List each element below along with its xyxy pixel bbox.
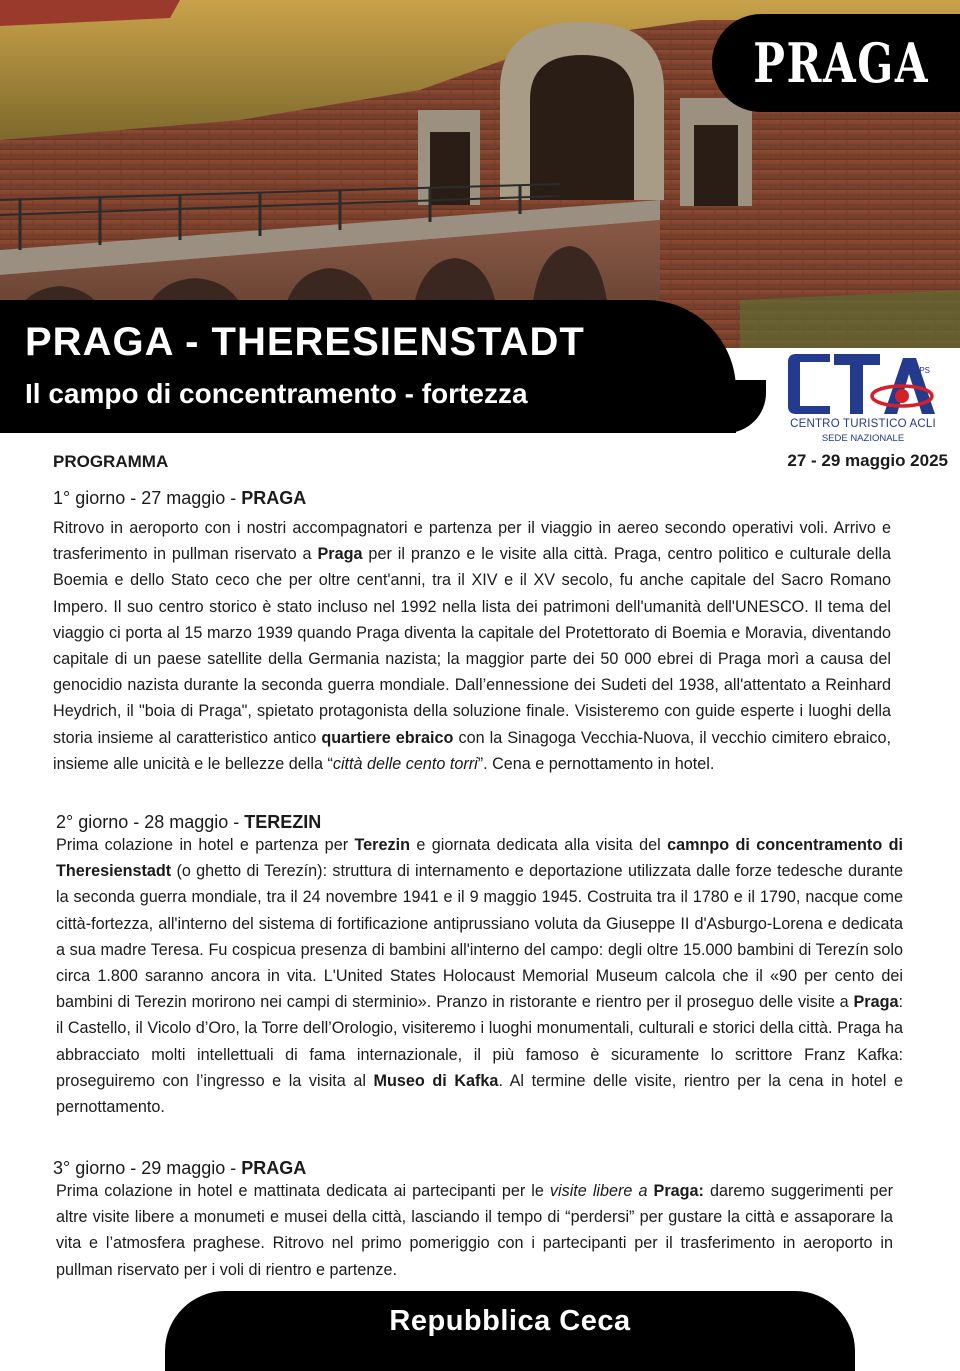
footer-banner xyxy=(165,1291,855,1371)
cta-logo-mark xyxy=(782,352,947,418)
logo-seat: SEDE NAZIONALE xyxy=(821,433,905,444)
program-label: PROGRAMMA xyxy=(53,452,169,471)
day-2-description: Prima colazione in hotel e partenza per Terezin e giornata dedicata alla visita del camnpo di concentramento di Theresienstadt (o ghetto di Terezín): struttura di internamento e deportazione utilizzata dalle forze tedesche durante la seconda guerra mondiale, tra il 24 novembre 1941 e il 9 maggio 1945. Costruita tra il 1780 e il 1790, nacque come città-fortezza, all'interno del sistema di fortificazione antiprussiano voluta da Giuseppe II d'Asburgo-Lorena e dedicata a sua madre Teresa. Fu cospicua presenza di bambini all'interno del campo: degli oltre 15.000 bambini di Terezín solo circa 1.800 saranno ancora in vita. L'United States Holocaust Memorial Museum calcola che il «90 per cento dei bambini di Terezin morirono nei campi di sterminio». Pranzo in ristorante e rientro per il proseguo delle visite a Praga: il Castello, il Vicolo d’Oro, la Torre dell’Orologio, visiteremo i luoghi monumentali, culturali e storici della città. Praga ha abbracciato molti intellettuali di fama internazionale, il più famoso è sicuramente lo scrittore Franz Kafka: proseguiremo con l’ingresso e la visita al Museo di Kafka. Al termine delle visite, rientro per la cena in hotel e pernottamento. xyxy=(56,836,903,1117)
day-1-title: 1° giorno - 27 maggio - PRAGA xyxy=(53,488,307,508)
day-3-title: 3° giorno - 29 maggio - PRAGA xyxy=(53,1158,307,1178)
page-title: PRAGA - THERESIENSTADT xyxy=(25,320,585,364)
city-tag xyxy=(712,14,960,112)
day-1-description: Ritrovo in aeroporto con i nostri accompagnatori e partenza per il viaggio in aereo secondo operativi voli. Arrivo e trasferimento in pullman riservato a Praga per il pranzo e le visite alla città. Praga, centro politico e culturale della Boemia e dello Stato ceco che per oltre cent'anni, tra il XIV e il XV secolo, fu anche capitale del Sacro Romano Impero. Il suo centro storico è stato incluso nel 1992 nella lista dei patrimoni dell'umanità dell'UNESCO. Il tema del viaggio ci porta al 15 marzo 1939 quando Praga diventa la capitale del Protettorato di Boemia e Moravia, diventando capitale di un paese satellite della Germania nazista; la maggior parte dei 50 000 ebrei di Praga morì a causa del genocidio nazista durante la seconda guerra mondiale. Dall’ennessione dei Sudeti del 1938, all'attentato a Reinhard Heydrich, il "boia di Praga", spietato protagonista della soluzione finale. Visisteremo con guide esperte i luoghi della storia insieme al caratteristico antico quartiere ebraico con la Sinagoga Vecchia-Nuova, il vecchio cimitero ebraico, insieme alle unicità e le bellezze della “città delle cento torri”. Cena e pernottamento in hotel. xyxy=(53,519,891,773)
footer-country: Repubblica Ceca xyxy=(389,1305,631,1337)
city-tag-text: PRAGA xyxy=(753,31,930,95)
logo-aps: APS xyxy=(914,366,931,375)
cta-logo xyxy=(782,352,947,448)
day-2-title: 2° giorno - 28 maggio - TEREZIN xyxy=(56,812,322,832)
page-subtitle: Il campo di concentramento - fortezza xyxy=(25,378,528,409)
day-3-description: Prima colazione in hotel e mattinata dedicata ai partecipanti per le visite libere a Praga: daremo suggerimenti per altre visite libere a monumeti e musei della città, lasciando il tempo di “perdersi” per gustare la città e assaporare la vita e l’atmosfera praghese. Ritrovo nel primo pomeriggio con i partecipanti per il trasferimento in aeroporto in pullman riservato per i voli di rientro e partenze. xyxy=(56,1182,893,1279)
title-band xyxy=(0,300,736,433)
logo-organization-name: CENTRO TURISTICO ACLI xyxy=(790,418,936,430)
trip-dates: 27 - 29 maggio 2025 xyxy=(787,451,948,470)
